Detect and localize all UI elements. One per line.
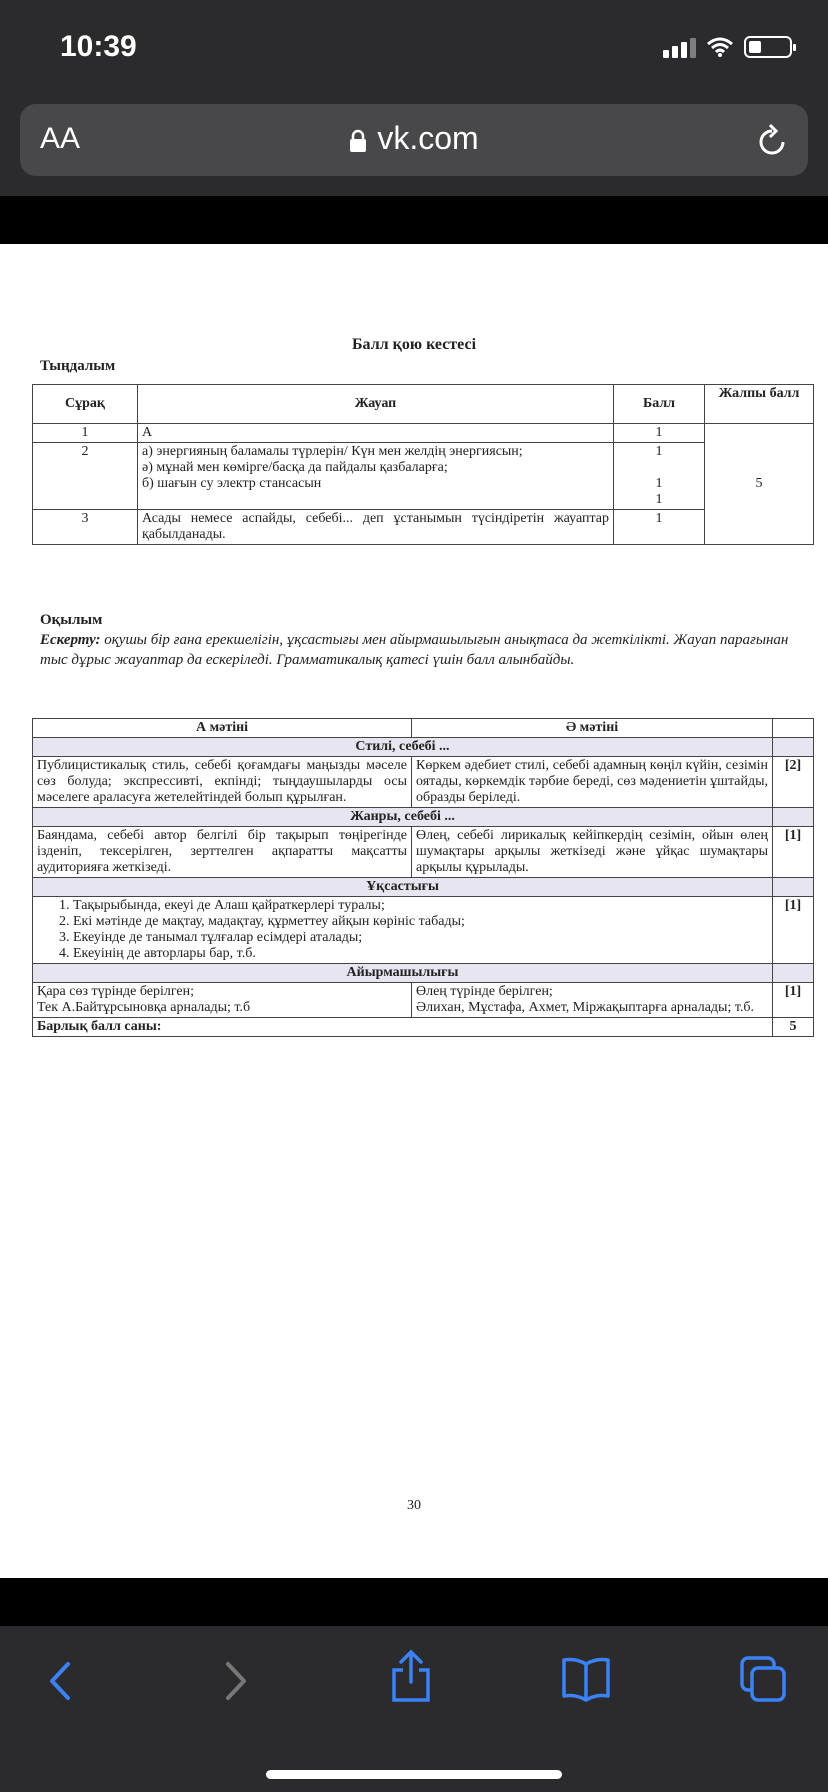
answer-line: ә) мұнай мен көмірге/басқа да пайдалы қазбаларға;	[142, 460, 448, 475]
row-answer: А	[138, 424, 614, 443]
signal-icon	[663, 36, 696, 58]
address-bar[interactable]	[20, 104, 808, 176]
table-row	[33, 827, 814, 878]
note-label: Ескерту:	[40, 632, 101, 648]
lock-icon	[349, 129, 367, 153]
listening-table	[32, 384, 814, 545]
similarity-heading: Ұқсастығы	[33, 878, 773, 897]
back-icon[interactable]	[44, 1656, 76, 1706]
note-text: оқушы бір ғана ерекшелігін, ұқсастығы мен айырмашылығын анықтаса да жеткілікті. Жауап парағынан тыс дұрыс жауаптар да ескеріледі. Грамматикалық қатесі үшін балл алынбайды.	[40, 632, 789, 668]
style-score: [2]	[773, 757, 814, 808]
table-row	[33, 424, 814, 443]
list-item: 3. Екеуінде де танымал тұлғалар есімдері аталады;	[73, 930, 768, 946]
style-heading: Стилі, себебі ...	[33, 738, 773, 757]
score-line: 1	[655, 492, 663, 507]
row-score	[614, 443, 705, 510]
table-row	[33, 897, 814, 964]
total-value: 5	[773, 1018, 814, 1037]
diff-line: Тек А.Байтұрсыновқа арналады; т.б	[37, 1000, 251, 1015]
similarity-score: [1]	[773, 897, 814, 964]
reload-icon[interactable]	[754, 120, 790, 160]
score-line: 1	[655, 444, 663, 459]
style-a: Публицистикалық стиль, себебі қоғамдағы маңызды мәселе сөз болуда; экспрессивті, екпінді; тыңдаушыларды осы мәселеге араласуға жетелейтіндей болып құрылған.	[33, 757, 412, 808]
reading-table	[32, 718, 814, 1037]
status-time: 10:39	[60, 30, 137, 63]
wifi-icon	[706, 36, 734, 58]
section-reading-label: Оқылым	[40, 612, 103, 628]
diff-line: Өлең түрінде берілген;	[416, 984, 553, 999]
document-page	[0, 244, 828, 1578]
difference-a	[33, 983, 412, 1018]
browser-top-bar	[0, 0, 828, 196]
table-row	[33, 1018, 814, 1037]
diff-line: Әлихан, Мұстафа, Ахмет, Міржақыптарға арналады; т.б.	[416, 1000, 755, 1015]
col-answer: Жауап	[138, 385, 614, 424]
total-label: Барлық балл саны:	[33, 1018, 773, 1037]
table-row	[33, 510, 814, 545]
style-b: Көркем әдебиет стилі, себебі адамның көңіл күйін, сезімін оятады, көркемдік тәрбие береді, сөз мәдениетін ұштайды, образды беріледі.	[412, 757, 773, 808]
forward-icon[interactable]	[220, 1656, 252, 1706]
list-item: 4. Екеуінің де авторлары бар, т.б.	[73, 946, 768, 962]
col-text-b: Ә мәтіні	[412, 719, 773, 738]
row-question: 2	[33, 443, 138, 510]
answer-line: а) энергияның баламалы түрлерін/ Күн мен желдің энергиясын;	[142, 444, 523, 459]
similarity-list	[33, 897, 773, 964]
browser-toolbar	[0, 1626, 828, 1792]
bookmarks-icon[interactable]	[560, 1656, 612, 1702]
col-question: Сұрақ	[33, 385, 138, 424]
share-icon[interactable]	[388, 1648, 434, 1704]
note-paragraph	[40, 630, 802, 670]
row-answer: Асады немесе аспайды, себебі... деп ұстанымын түсіндіретін жауаптар қабылданады.	[138, 510, 614, 545]
table-row	[33, 983, 814, 1018]
home-indicator	[266, 1770, 562, 1779]
score-line: 1	[655, 476, 663, 491]
col-total: Жалпы балл	[705, 385, 814, 424]
answer-line: б) шағын су электр стансасын	[142, 476, 322, 491]
row-question: 3	[33, 510, 138, 545]
genre-b: Өлең, себебі лирикалық кейіпкердің сезімін, ойын өлең шумақтары арқылы жеткізеді және ұйқас шумақтары арқылы құрылады.	[412, 827, 773, 878]
difference-b	[412, 983, 773, 1018]
col-score: Балл	[614, 385, 705, 424]
genre-heading: Жанры, себебі ...	[33, 808, 773, 827]
tabs-icon[interactable]	[738, 1654, 788, 1704]
url-display[interactable]	[20, 120, 808, 157]
table-row	[33, 757, 814, 808]
reader-aa-button[interactable]: AA	[40, 122, 81, 155]
genre-a: Баяндама, себебі автор белгілі бір тақырып төңірегінде ізденіп, тексерілген, зерттелген ақпаратты мақсатты аудиторияға жеткізеді.	[33, 827, 412, 878]
page-number: 30	[407, 1498, 421, 1513]
col-text-a: А мәтіні	[33, 719, 412, 738]
genre-score: [1]	[773, 827, 814, 878]
difference-score: [1]	[773, 983, 814, 1018]
list-item: 1. Тақырыбында, екеуі де Алаш қайраткерлері туралы;	[73, 898, 768, 914]
row-score: 1	[614, 510, 705, 545]
status-icons	[663, 36, 792, 58]
battery-icon	[744, 36, 792, 58]
row-score: 1	[614, 424, 705, 443]
section-listening-label: Тыңдалым	[40, 358, 116, 374]
diff-line: Қара сөз түрінде берілген;	[37, 984, 195, 999]
row-answer	[138, 443, 614, 510]
doc-title: Балл қою кестесі	[351, 336, 477, 353]
url-text: vk.com	[377, 120, 479, 156]
table-row	[33, 443, 814, 510]
total-score: 5	[705, 424, 814, 545]
list-item: 2. Екі мәтінде де мақтау, мадақтау, құрметтеу айқын көрініс табады;	[73, 914, 768, 930]
difference-heading: Айырмашылығы	[33, 964, 773, 983]
row-question: 1	[33, 424, 138, 443]
